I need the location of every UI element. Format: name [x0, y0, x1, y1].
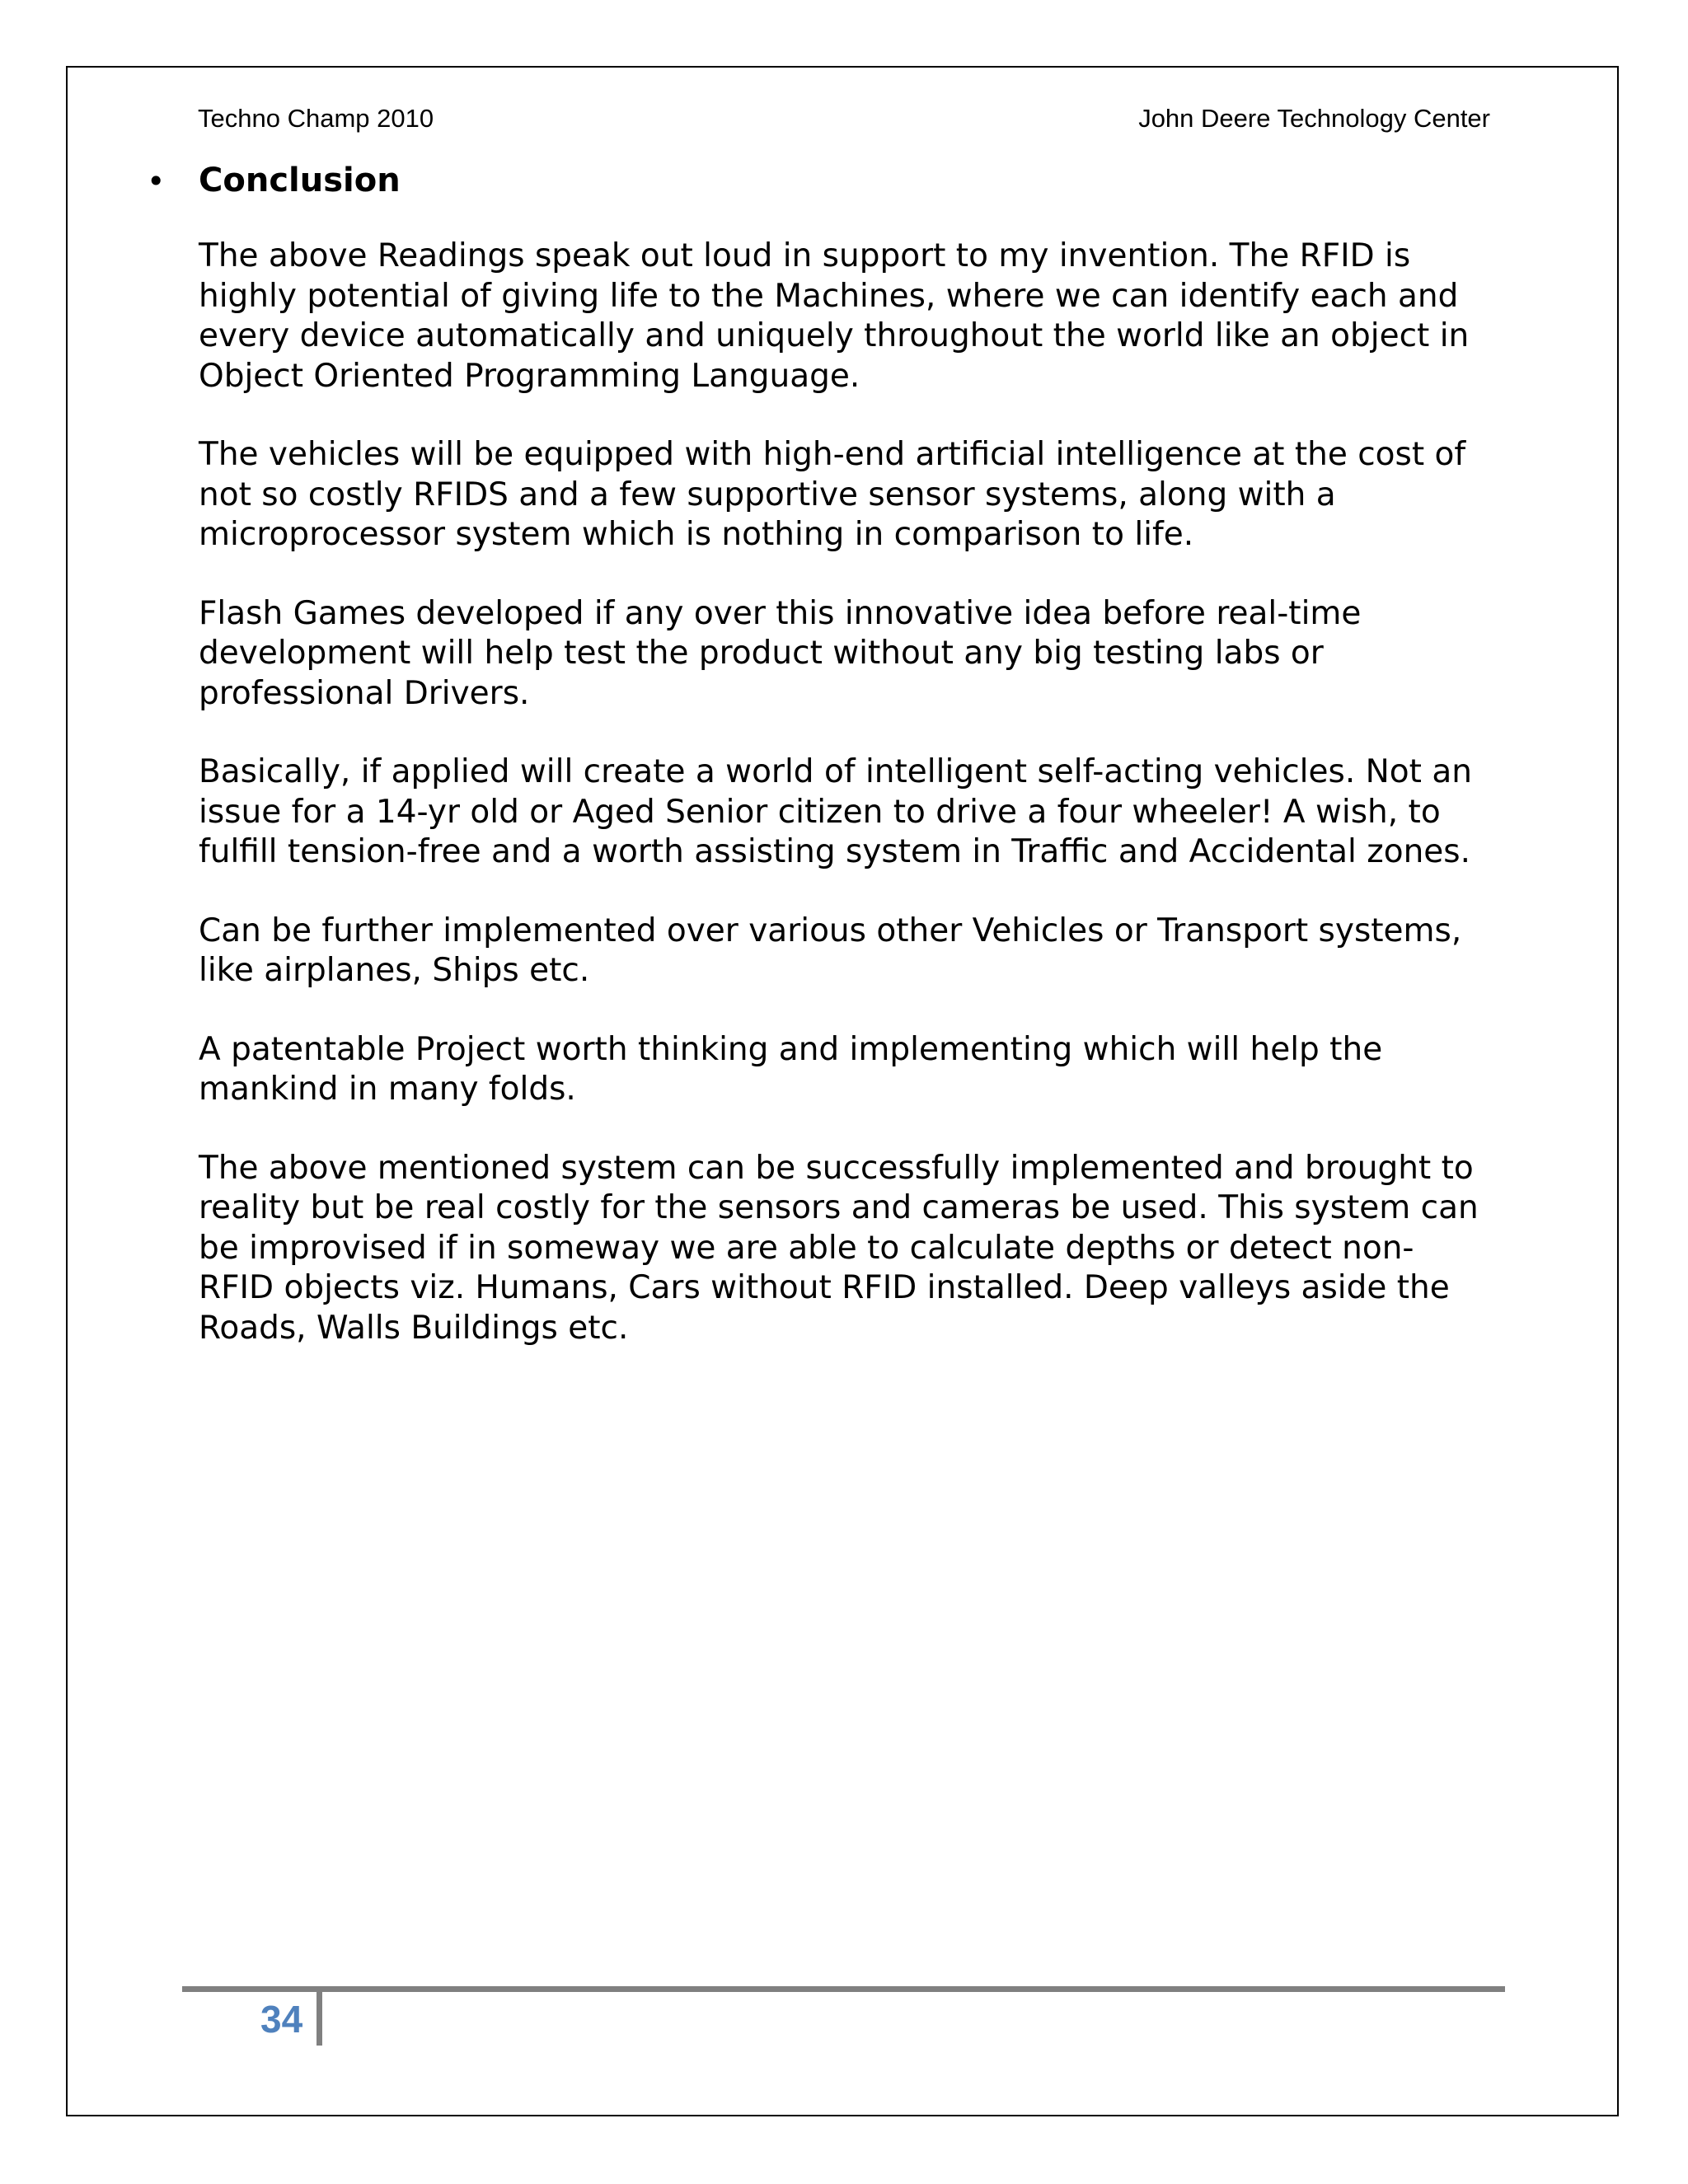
- header-left-text: Techno Champ 2010: [198, 104, 434, 133]
- paragraph: A patentable Project worth thinking and implementing which will help the mankind in many folds.: [199, 1030, 1383, 1108]
- paragraph: Flash Games developed if any over this innovative idea before real-time development will help test the product without any big testing labs or professional Drivers.: [199, 594, 1362, 712]
- paragraph: The above Readings speak out loud in support to my invention. The RFID is highly potential of giving life to the Machines, where we can identify each and every device automatically and uniquely throughout the world like an object in Object Oriented Programming Language.: [199, 237, 1470, 395]
- paragraph: The above mentioned system can be successfully implemented and brought to reality but be real costly for the sensors and cameras be used. This system can be improvised if in someway we are able to calculate depths or detect non-RFID objects viz. Humans, Cars without RFID installed. Deep valleys aside the Roads, Walls Buildings etc.: [199, 1149, 1479, 1347]
- section-title: Conclusion: [199, 162, 401, 199]
- page-number-divider: [316, 1991, 322, 2046]
- header-right-text: John Deere Technology Center: [1138, 104, 1490, 133]
- page-header: [198, 99, 1490, 138]
- paragraph: Basically, if applied will create a world of intelligent self-acting vehicles. Not an issue for a 14-yr old or Aged Senior citizen to drive a four wheeler! A wish, to fulfill tension-free and a worth assisting system in Traffic and Accidental zones.: [199, 753, 1472, 870]
- body-text: [199, 237, 1480, 1387]
- bullet-icon: •: [147, 163, 166, 199]
- footer-rule: [182, 1986, 1505, 1992]
- paragraph: Can be further implemented over various other Vehicles or Transport systems, like airplanes, Ships etc.: [199, 912, 1462, 989]
- page-number: 34: [260, 1998, 303, 2041]
- paragraph: The vehicles will be equipped with high-end artificial intelligence at the cost of not so costly RFIDS and a few supportive sensor systems, along with a microprocessor system which is nothing in comparison to life.: [199, 436, 1466, 553]
